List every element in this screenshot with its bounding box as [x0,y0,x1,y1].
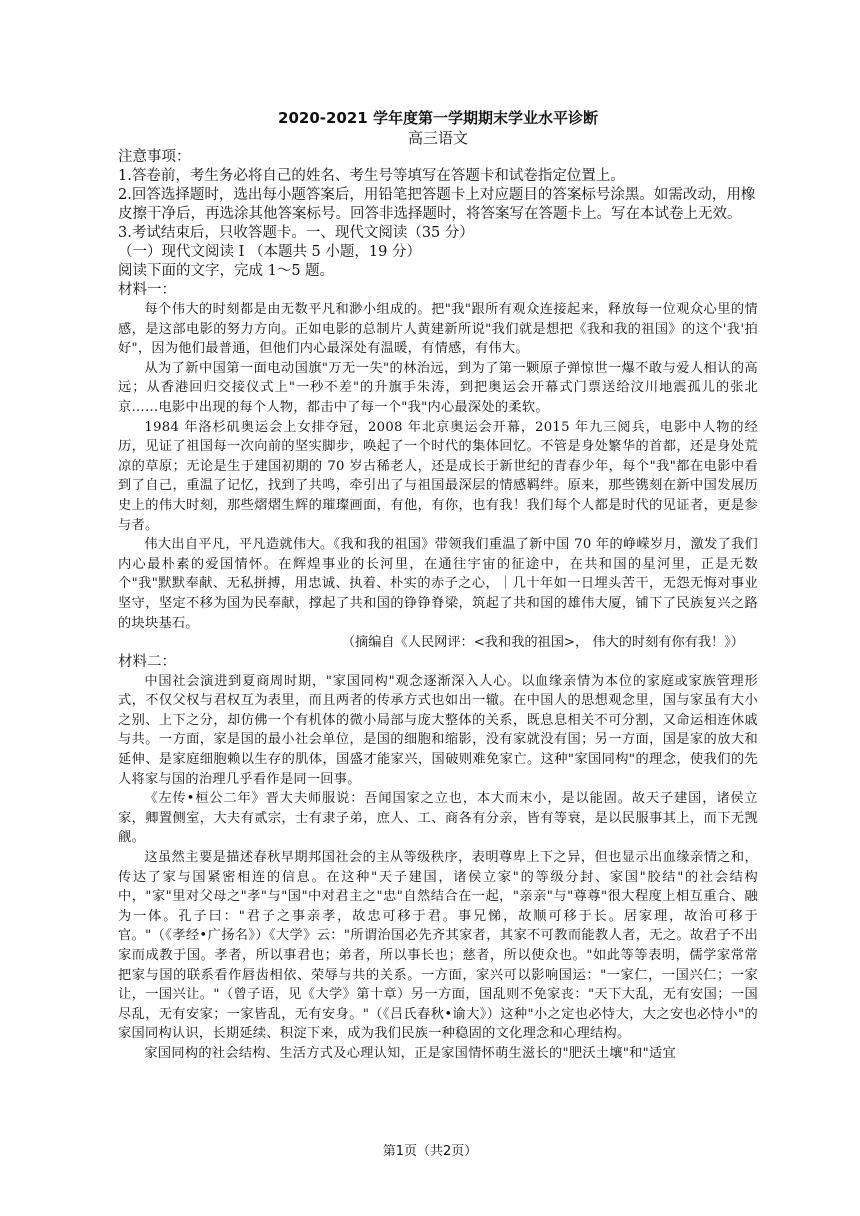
material-1-label: 材料一： [118,282,176,298]
exam-subject: 高三语文 [407,129,468,147]
notes-item-1: 1.答卷前，考生务必将自己的姓名、考生号等填写在答题卡和试卷指定位置上。 [118,168,625,184]
material-1-paragraph-1: 每个伟大的时刻都是由无数平凡和渺小组成的。把"我"跟所有观众连接起来，释放每一位观众心里的情感，是这部电影的努力方向。正如电影的总制片人黄建新所说"我们就是想把《我和我的祖国》的这个'我'拍好"，因为他们最普通，但他们内心最深处有温暖，有情感，有伟大。 [118,302,758,357]
notes-heading: 注意事项： [118,149,191,165]
section-part-heading: （一）现代文阅读 I （本题共 5 小题，19 分） [118,244,421,260]
material-2-label: 材料二： [118,653,176,670]
exam-page [118,106,758,1064]
exam-title: 2020-2021 学年度第一学期期末学业水平诊断 [278,109,598,127]
section-instruction: 阅读下面的文字，完成 1～5 题。 [118,263,335,279]
page-number: 第1页（共2页） [382,1144,478,1159]
material-1-source: （摘编自《人民网评：<我和我的祖国>， 伟大的时刻有你有我！》） [341,635,744,651]
material-2-paragraph-1: 中国社会演进到夏商周时期，"家国同构"观念逐渐深入人心。以血缘亲情为本位的家庭或家族管理形式，不仅父权与君权互为表里，而且两者的传承方式也如出一辙。在中国人的思想观念里，国与家虽有大小之别、上下之分，却仿佛一个有机体的微小局部与庞大整体的关系，既息息相关不可分割，又命运相连休戚与共。一方面，家是国的最小社会单位，是国的细胞和缩影，没有家就没有国；另一方面，国是家的放大和延伸、是家庭细胞赖以生存的肌体，国盛才能家兴，国破则难免家亡。这种"家国同构"的理念，使我们的先人将家与国的治理几乎看作是同一回事。 [118,673,758,787]
material-2-paragraph-2: 《左传•桓公二年》晋大夫师服说：吾闻国家之立也，本大而末小，是以能固。故天子建国，诸侯立家，卿置侧室，大夫有贰宗，士有隶子弟，庶人、工、商各有分亲，皆有等衰，是以民服事其上，而下无觊觎。 [118,791,758,846]
material-1-paragraph-4: 伟大出自平凡，平凡造就伟大。《我和我的祖国》带领我们重温了新中国 70 年的峥嵘岁月，激发了我们内心最朴素的爱国情怀。在辉煌事业的长河里，在通往宇宙的征途中，在共和国的星河里，正是无数个"我"默默奉献、无私拼搏，用忠诚、执着、朴实的赤子之心，｜几十年如一日埋头苦干，无怨无悔对事业坚守，坚定不移为国为民奉献，撑起了共和国的铮铮脊梁，筑起了共和国的雄伟大厦，铺下了民族复兴之路的块块基石。 [118,537,758,631]
material-1-paragraph-3: 1984 年洛杉矶奥运会上女排夺冠，2008 年北京奥运会开幕，2015 年九三阅兵，电影中人物的经历，见证了祖国每一次向前的坚实脚步，唤起了一个时代的集体回忆。不管是身处繁华的首都，还是身处荒凉的草原；无论是生于建国初期的 70 岁古稀老人，还是成长于新世纪的青春少年，每个"我"都在电影中看到了自己，重温了记忆，找到了共鸣，牵引出了与祖国最深层的情感羁绊。原来，那些镌刻在新中国发展历史上的伟大时刻，那些熠熠生辉的璀璨画面，有他，有你，也有我！我们每个人都是时代的见证者，更是参与者。 [118,419,758,533]
material-1-paragraph-2: 从为了新中国第一面电动国旗"万无一失"的林治远，到为了第一颗原子弹惊世一爆不敢与爱人相认的高远；从香港回归交接仪式上"一秒不差"的升旗手朱涛，到把奥运会开幕式门票送给汶川地震孤儿的张北京……电影中出现的每个人物，都击中了每一个"我"内心最深处的柔软。 [118,360,758,415]
notes-item-3: 3.考试结束后，只收答题卡。一、现代文阅读（35 分） [118,225,474,241]
notes-item-2: 2.回答选择题时，选出每小题答案后，用铅笔把答题卡上对应题目的答案标号涂黑。如需改动，用橡皮擦干净后，再选涂其他答案标号。回答非选择题时，将答案写在答题卡上。写在本试卷上无效。 [118,187,756,222]
material-2-paragraph-4: 家国同构的社会结构、生活方式及心理认知，正是家国情怀萌生滋长的"肥沃土壤"和"适宜 [144,1045,677,1061]
material-2-paragraph-3: 这虽然主要是描述春秋早期邦国社会的主从等级秩序，表明尊卑上下之异，但也显示出血缘亲情之和，传达了家与国紧密相连的信息。在这种"天子建国，诸侯立家"的等级分封、家国"胶结"的社会结构中，"家"里对父母之"孝"与"国"中对君主之"忠"自然结合在一起，"亲亲"与"尊尊"很大程度上相互重合、融为一体。孔子曰："君子之事亲孝，故忠可移于君。事兄悌，故顺可移于长。居家理，故治可移于官。"（《孝经•广扬名》）《大学》云："所谓治国必先齐其家者，其家不可教而能教人者，无之。故君子不出家而成教于国。孝者，所以事君也；弟者，所以事长也；慈者，所以使众也。"如此等等表明，儒学家常常把家与国的联系看作唇齿相依、荣辱与共的关系。一方面，家兴可以影响国运："一家仁，一国兴仁；一家让，一国兴让。"（曾子语，见《大学》第十章）另一方面，国乱则不免家丧："天下大乱，无有安国；一国尽乱，无有安家；一家皆乱，无有安身。"（《吕氏春秋•谕大》）这种"小之定也必恃大，大之安也必恃小"的家国同构认识，长期延续、积淀下来，成为我们民族一种稳固的文化理念和心理结构。 [118,850,758,1042]
